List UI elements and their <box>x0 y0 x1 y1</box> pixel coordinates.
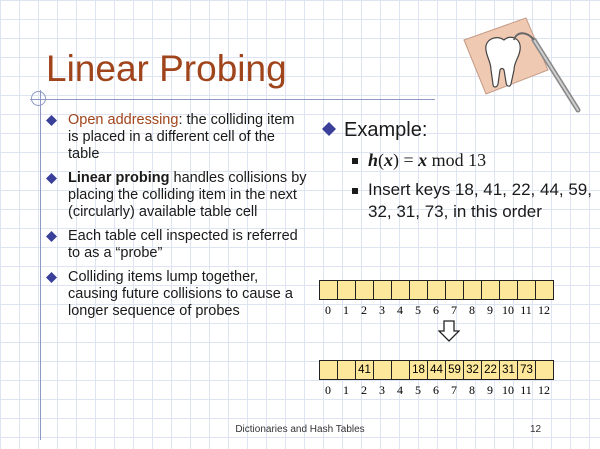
table-index: 7 <box>451 303 457 317</box>
table-index: 2 <box>361 303 367 317</box>
table-cell <box>373 360 392 380</box>
table-index: 5 <box>415 303 421 317</box>
table-cell: 22 <box>481 360 500 380</box>
square-bullet-icon <box>352 158 358 164</box>
index-row-before <box>319 303 553 318</box>
table-index: 9 <box>487 303 493 317</box>
table-cell <box>445 280 464 300</box>
example-section <box>322 118 592 223</box>
footer-title: Dictionaries and Hash Tables <box>235 424 365 435</box>
bullet-list <box>46 112 308 327</box>
title-underline <box>30 99 435 100</box>
page-number: 12 <box>530 424 542 435</box>
slide-title: Linear Probing <box>46 48 287 89</box>
table-index: 6 <box>433 303 439 317</box>
table-cell <box>499 280 518 300</box>
bullet-item <box>46 269 308 320</box>
table-index: 1 <box>343 383 349 397</box>
table-index: 10 <box>502 383 514 397</box>
table-index: 8 <box>469 383 475 397</box>
down-arrow-icon <box>438 320 460 342</box>
table-cell: 18 <box>409 360 428 380</box>
table-index: 9 <box>487 383 493 397</box>
bullet-lead: Linear probing <box>68 170 170 186</box>
table-index: 6 <box>433 383 439 397</box>
table-cell: 44 <box>427 360 446 380</box>
example-heading-text: Example: <box>344 119 428 141</box>
table-index: 7 <box>451 383 457 397</box>
hash-function-item <box>322 149 592 172</box>
table-index: 8 <box>469 303 475 317</box>
table-cell <box>337 360 356 380</box>
table-index: 1 <box>343 303 349 317</box>
table-index: 3 <box>379 383 385 397</box>
table-cell <box>337 280 356 300</box>
bullet-text: Each table cell inspected is referred to as a “probe” <box>68 228 298 261</box>
table-cell <box>481 280 500 300</box>
hash-formula: h(x) = x mod 13 <box>368 150 487 170</box>
table-cell <box>391 360 410 380</box>
bullet-text: handles collisions by placing the colliding item in the next (circularly) available table cell <box>68 170 307 220</box>
hash-table-before <box>319 280 554 300</box>
table-index: 11 <box>520 303 532 317</box>
diamond-bullet-icon <box>46 272 57 283</box>
table-index: 10 <box>502 303 514 317</box>
table-index: 12 <box>538 303 550 317</box>
table-cell: 41 <box>355 360 374 380</box>
left-vertical-line <box>40 90 41 440</box>
square-bullet-icon <box>352 188 358 194</box>
table-index: 12 <box>538 383 550 397</box>
bullet-text: Colliding items lump together, causing future collisions to cause a longer sequence of probes <box>68 269 293 319</box>
example-heading <box>322 118 592 142</box>
diamond-bullet-icon <box>46 115 57 126</box>
table-cell: 59 <box>445 360 464 380</box>
table-cell <box>373 280 392 300</box>
table-cell <box>355 280 374 300</box>
table-cell <box>319 280 338 300</box>
diamond-bullet-icon <box>322 122 336 136</box>
decorative-circle <box>31 91 46 106</box>
table-cell <box>535 360 554 380</box>
table-cell <box>427 280 446 300</box>
bullet-item <box>46 112 308 163</box>
bullet-item <box>46 228 308 262</box>
table-cell <box>535 280 554 300</box>
hash-table-after <box>319 360 554 380</box>
table-cell: 31 <box>499 360 518 380</box>
table-index: 5 <box>415 383 421 397</box>
bullet-text: : the colliding item is placed in a different cell of the table <box>68 112 295 162</box>
table-index: 2 <box>361 383 367 397</box>
diamond-bullet-icon <box>46 231 57 242</box>
table-cell <box>319 360 338 380</box>
diamond-bullet-icon <box>46 173 57 184</box>
tooth-dental-tool-icon <box>456 10 586 120</box>
table-cell: 32 <box>463 360 482 380</box>
bullet-item <box>46 170 308 221</box>
table-index: 4 <box>397 303 403 317</box>
table-cell <box>391 280 410 300</box>
insert-keys-item <box>322 179 592 223</box>
table-index: 0 <box>325 383 331 397</box>
insert-keys-text: Insert keys 18, 41, 22, 44, 59, 32, 31, 73, in this order <box>368 180 592 221</box>
index-row-after <box>319 383 553 398</box>
bullet-lead: Open addressing <box>68 112 179 128</box>
table-index: 4 <box>397 383 403 397</box>
table-index: 3 <box>379 303 385 317</box>
table-cell <box>517 280 536 300</box>
table-cell <box>463 280 482 300</box>
table-cell <box>409 280 428 300</box>
table-index: 0 <box>325 303 331 317</box>
table-cell: 73 <box>517 360 536 380</box>
table-index: 11 <box>520 383 532 397</box>
